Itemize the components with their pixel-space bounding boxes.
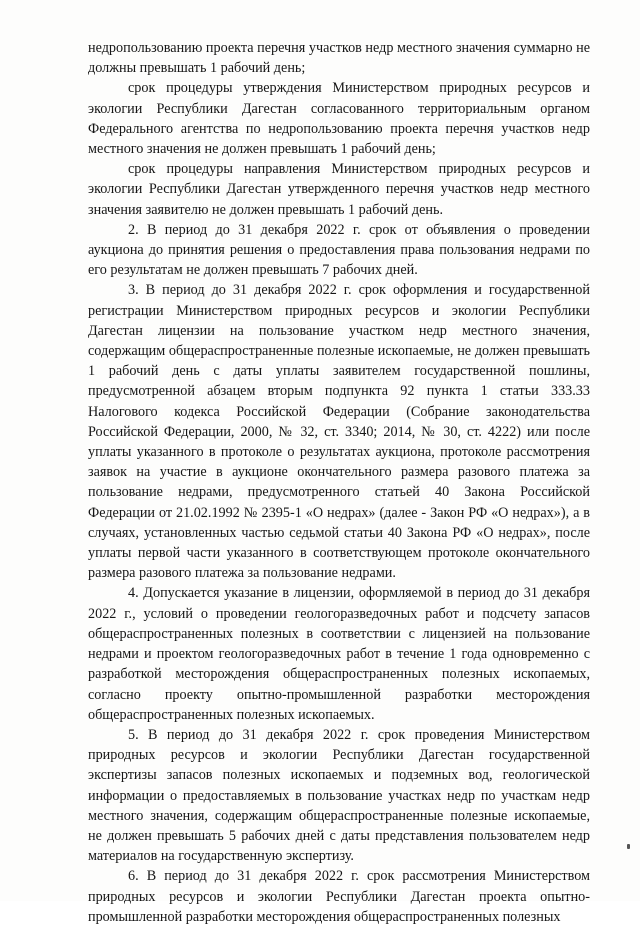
paragraph-3: 3. В период до 31 декабря 2022 г. срок оформления и государственной регистрации Министерством природных ресурсов и экологии Республики Дагестан лицензии на пользование участком недр местного значения, содержащим общераспространенные полезные ископаемые, не должен превышать 1 рабочий день с даты уплаты заявителем государственной пошлины, предусмотренной абзацем вторым подпункта 92 пункта 1 статьи 333.33 Налогового кодекса Российской Федерации (Собрание законодательства Российской Федерации, 2000, № 32, ст. 3340; 2014, № 30, ст. 4222) или после уплаты указанного в протоколе о результатах аукциона, протоколе рассмотрения заявок на участие в аукционе окончательного размера разового платежа за пользование недрами, предусмотренного статьей 40 Закона Российской Федерации от 21.02.1992 № 2395-1 «О недрах» (далее - Закон РФ «О недрах»), а в случаях, установленных частью седьмой статьи 40 Закона РФ «О недрах», после уплаты первой части указанного в соответствующем протоколе окончательного размера разового платежа за пользование недрами. [88, 282, 590, 582]
paragraph-4: 4. Допускается указание в лицензии, оформляемой в период до 31 декабря 2022 г., условий о проведении геологоразведочных работ и подсчету запасов общераспространенных полезных в соответствии с лицензией на пользование недрами и проектом геологоразведочных работ в течение 1 года одновременно с разработкой месторождения общераспространенных полезных ископаемых, согласно проекту опытно-промышленной разработки месторождения общераспространенных полезных ископаемых. [88, 585, 590, 723]
paragraph-2: 2. В период до 31 декабря 2022 г. срок от объявления о проведении аукциона до принятия решения о предоставления права пользования недрами по его результатам не должен превышать 7 рабочих дней. [88, 221, 590, 279]
scan-mark [627, 844, 630, 849]
paragraph-6: 6. В период до 31 декабря 2022 г. срок рассмотрения Министерством природных ресурсов и экологии Республики Дагестан проекта опытно-промышленной разработки месторождения общераспространенных полезных [88, 868, 590, 925]
paragraph-sending-term: срок процедуры направления Министерством природных ресурсов и экологии Республики Дагестан утвержденного перечня участков недр местного значения заявителю не должен превышать 1 рабочий день. [88, 161, 590, 218]
paragraph-approval-term: срок процедуры утверждения Министерством природных ресурсов и экологии Республики Дагестан согласованного территориальным органом Федерального агентства по недропользованию проекта перечня участков недр местного значения не должен превышать 1 рабочий день; [88, 80, 590, 158]
paragraph-continuation: недропользованию проекта перечня участков недр местного значения суммарно не должны превышать 1 рабочий день; [88, 40, 590, 77]
paragraph-5: 5. В период до 31 декабря 2022 г. срок проведения Министерством природных ресурсов и экологии Республики Дагестан государственной экспертизы запасов полезных ископаемых и подземных вод, геологической информации о предоставляемых в пользование участках недр по участкам недр местного значения, содержащим общераспространенные полезные ископаемые, не должен превышать 5 рабочих дней с даты представления пользователем недр материалов на государственную экспертизу. [88, 726, 590, 865]
document-body [88, 38, 590, 927]
